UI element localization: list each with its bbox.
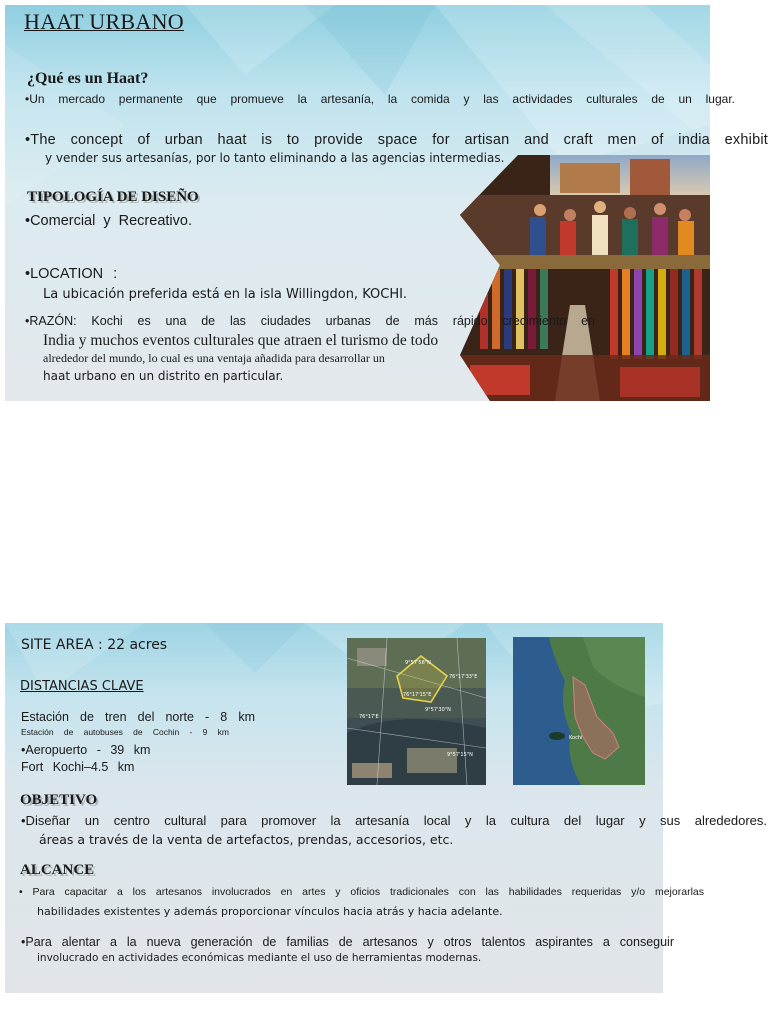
distance-fort-kochi: Fort Kochi–4.5 km	[21, 760, 135, 774]
objective-text: •Diseñar un centro cultural para promover la artesanía local y la cultura del lugar y sus alrededores.	[21, 813, 767, 828]
scope-item-2: •Para alentar a la nueva generación de familias de artesanos y otros talentos aspirantes a conseguir	[21, 935, 674, 949]
page-title: HAAT URBANO	[24, 9, 184, 34]
scope-item-2-cont: involucrado en actividades económicas mediante el uso de herramientas modernas.	[37, 952, 482, 964]
site-area: SITE AREA : 22 acres	[21, 637, 168, 653]
site-satellite-map	[347, 638, 486, 785]
reason-text-line4: haat urbano en un distrito en particular.	[43, 369, 284, 383]
distance-train: Estación de tren del norte - 8 km	[21, 710, 255, 724]
objective-text-cont: áreas a través de la venta de artefactos, prendas, accesorios, etc.	[39, 832, 454, 847]
urban-haat-concept: •The concept of urban haat is to provide space for artisan and craft men of india exhibit	[25, 132, 768, 148]
scope-item-1-cont: habilidades existentes y además proporcionar vínculos hacia atrás y hacia adelante.	[37, 905, 503, 918]
map-label: Kochi	[569, 735, 583, 741]
haat-definition: •Un mercado permanente que promueve la artesanía, la comida y las actividades culturales de un lugar.	[25, 92, 735, 106]
distances-heading: DISTANCIAS CLAVE	[20, 679, 144, 694]
map-label: 76°17'15"E	[403, 692, 432, 698]
market-photo	[460, 155, 710, 401]
objective-heading: OBJETIVO	[20, 792, 98, 808]
section-heading-haat: ¿Qué es un Haat?	[27, 70, 149, 87]
map-label: 9°57'30"N	[425, 707, 451, 713]
map-label: 9°57'15"N	[447, 752, 473, 758]
slide-site-analysis	[5, 623, 767, 993]
location-text: La ubicación preferida está en la isla Willingdon, KOCHI.	[43, 287, 408, 302]
typology-text: •Comercial y Recreativo.	[25, 213, 192, 229]
section-heading-typology: TIPOLOGÍA DE DISEÑO	[27, 189, 199, 205]
distance-airport: •Aeropuerto - 39 km	[21, 743, 151, 757]
reason-text: •RAZÓN: Kochi es una de las ciudades urbanas de más rápido crecimiento en	[25, 314, 595, 328]
scope-item-1: • Para capacitar a los artesanos involucrados en artes y oficios tradicionales con las habilidades requeridas y/o mejorarlas	[19, 886, 704, 898]
scope-heading: ALCANCE	[20, 862, 95, 878]
reason-text-line3: alrededor del mundo, lo cual es una ventaja añadida para desarrollar un	[43, 351, 385, 365]
reason-text-line2: India y muchos eventos culturales que atraen el turismo de todo	[43, 332, 439, 349]
location-label: •LOCATION :	[25, 266, 118, 282]
map-label: 76°17'33"E	[449, 674, 478, 680]
map-label: 9°57'56"N	[405, 660, 431, 666]
distance-bus: Estación de autobuses de Cochin - 9 km	[21, 727, 229, 737]
urban-haat-concept-cont: y vender sus artesanías, por lo tanto eliminando a las agencias intermedias.	[45, 151, 505, 165]
region-satellite-map	[513, 637, 645, 785]
map-label: 76°17'E	[359, 714, 379, 720]
slide-haat-urbano	[5, 5, 768, 401]
